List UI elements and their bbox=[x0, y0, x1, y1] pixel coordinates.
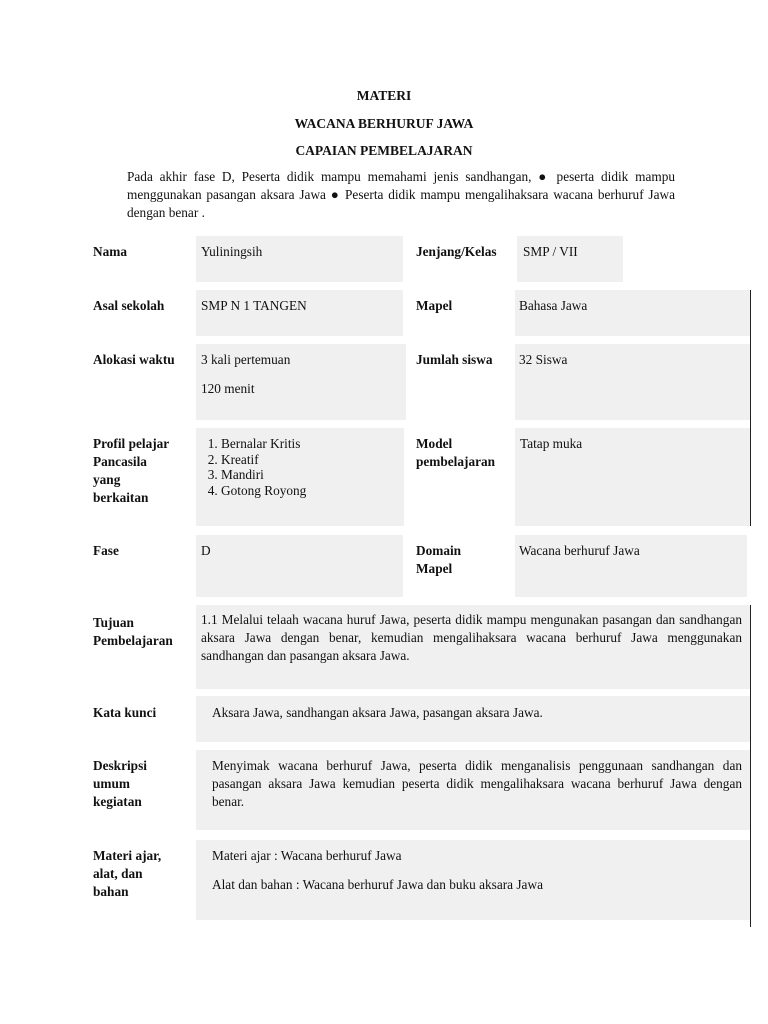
field-alokasi-waktu bbox=[196, 344, 406, 420]
field-deskripsi-kegiatan bbox=[196, 750, 750, 830]
section-heading: CAPAIAN PEMBELAJARAN bbox=[295, 143, 473, 158]
table-border-right-lower bbox=[750, 605, 751, 927]
label-deskripsi-kegiatan: Deskripsi umum kegiatan bbox=[93, 758, 147, 809]
field-tujuan-pembelajaran bbox=[196, 605, 750, 689]
value-fase: D bbox=[201, 543, 211, 558]
value-alokasi-menit: 120 menit bbox=[201, 381, 255, 396]
label-nama: Nama bbox=[93, 244, 127, 259]
field-profil-pelajar bbox=[196, 428, 404, 526]
profil-list bbox=[196, 436, 421, 498]
label-alokasi-waktu: Alokasi waktu bbox=[93, 352, 175, 367]
field-nama bbox=[196, 236, 403, 282]
value-asal-sekolah: SMP N 1 TANGEN bbox=[201, 298, 307, 313]
label-materi-ajar: Materi ajar, alat, dan bahan bbox=[93, 848, 162, 899]
field-fase bbox=[196, 535, 403, 597]
document-subtitle: WACANA BERHURUF JAWA bbox=[294, 116, 474, 131]
label-model-pembelajaran: Model pembelajaran bbox=[416, 436, 496, 469]
label-jenjang: Jenjang/Kelas bbox=[416, 244, 497, 259]
list-item: 3. Mandiri bbox=[221, 467, 421, 483]
value-nama: Yuliningsih bbox=[201, 244, 263, 259]
value-deskripsi-kegiatan: Menyimak wacana berhuruf Jawa, peserta didik menganalisis penggunaan sandhangan dan pasangan aksara Jawa kemudian peserta didik mengalihaksara wacana berhuruf Jawa dengan benar. bbox=[212, 758, 742, 809]
field-jenjang bbox=[517, 236, 623, 282]
value-alokasi-pertemuan: 3 kali pertemuan bbox=[201, 352, 291, 367]
label-kata-kunci: Kata kunci bbox=[93, 705, 157, 720]
field-materi-ajar bbox=[196, 840, 750, 920]
value-materi-ajar: Materi ajar : Wacana berhuruf Jawa bbox=[212, 848, 402, 863]
value-kata-kunci: Aksara Jawa, sandhangan aksara Jawa, pasangan aksara Jawa. bbox=[212, 705, 543, 720]
intro-paragraph: Pada akhir fase D, Peserta didik mampu memahami jenis sandhangan, ● peserta didik mampu menggunakan pasangan aksara Jawa ● Peserta didik mampu mengalihaksara wacana berhuruf Jawa dengan benar . bbox=[127, 169, 675, 220]
value-mapel: Bahasa Jawa bbox=[519, 298, 588, 313]
list-item: 4. Gotong Royong bbox=[221, 483, 421, 499]
field-mapel bbox=[515, 290, 750, 336]
value-domain-mapel: Wacana berhuruf Jawa bbox=[519, 543, 640, 558]
value-jenjang: SMP / VII bbox=[523, 244, 578, 259]
field-asal-sekolah bbox=[196, 290, 403, 336]
label-profil-pelajar: Profil pelajar Pancasila yang berkaitan bbox=[93, 436, 170, 505]
value-alat-bahan: Alat dan bahan : Wacana berhuruf Jawa dan buku aksara Jawa bbox=[212, 877, 543, 892]
list-item: 1. Bernalar Kritis bbox=[221, 436, 421, 452]
value-jumlah-siswa: 32 Siswa bbox=[519, 352, 568, 367]
field-jumlah-siswa bbox=[515, 344, 750, 420]
table-border-right bbox=[750, 290, 751, 526]
label-fase: Fase bbox=[93, 543, 119, 558]
value-model-pembelajaran: Tatap muka bbox=[520, 436, 583, 451]
document-title: MATERI bbox=[356, 88, 412, 103]
label-jumlah-siswa: Jumlah siswa bbox=[416, 352, 493, 367]
field-kata-kunci bbox=[196, 696, 750, 742]
field-domain-mapel bbox=[515, 535, 747, 597]
label-domain-mapel: Domain Mapel bbox=[416, 543, 462, 576]
list-item: 2. Kreatif bbox=[221, 452, 421, 468]
field-model-pembelajaran bbox=[515, 428, 750, 526]
label-mapel: Mapel bbox=[416, 298, 453, 313]
label-tujuan-pembelajaran: Tujuan Pembelajaran bbox=[93, 615, 173, 648]
label-asal-sekolah: Asal sekolah bbox=[93, 298, 165, 313]
value-tujuan-pembelajaran: 1.1 Melalui telaah wacana huruf Jawa, peserta didik mampu mengunakan pasangan dan sandhangan aksara Jawa dengan benar, kemudian mengalihaksara wacana berhuruf Jawa menggunakan sandhangan dan pasangan aksara Jawa. bbox=[201, 612, 742, 663]
